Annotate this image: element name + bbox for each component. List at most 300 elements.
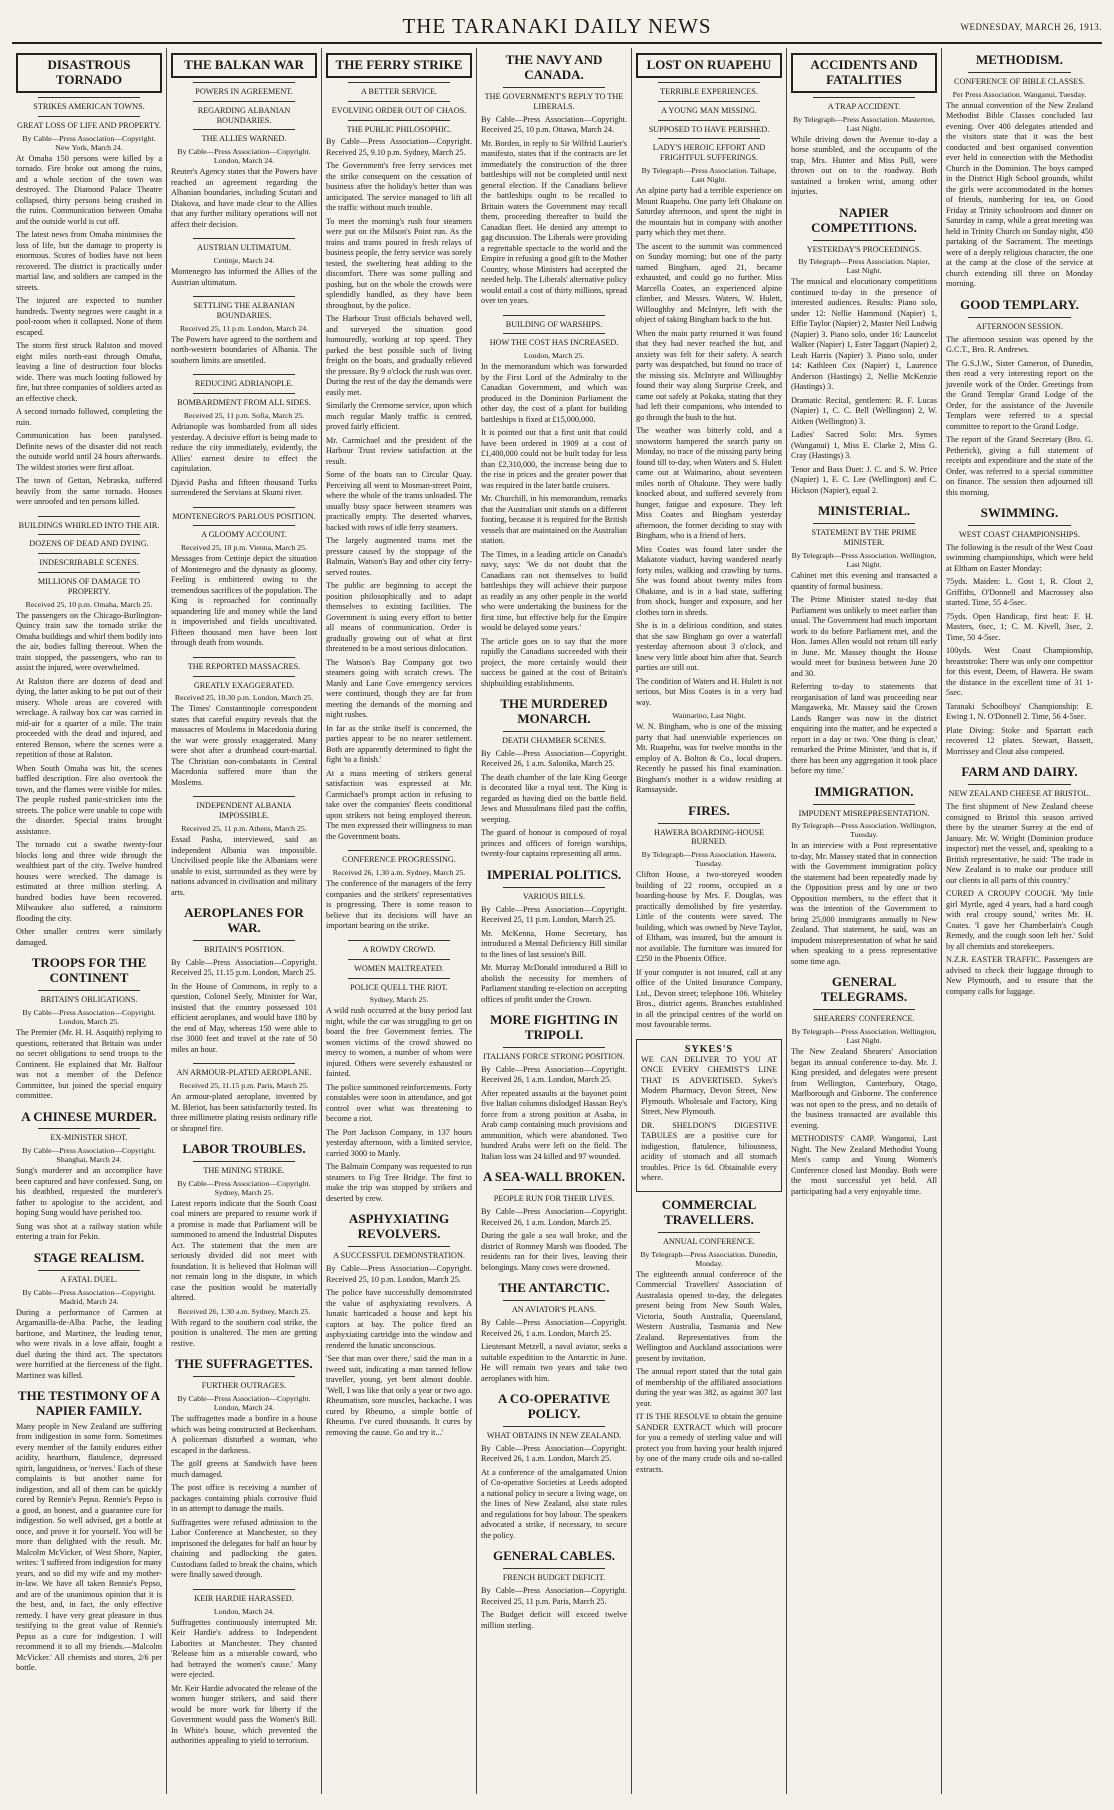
article-paragraph: Sung was shot at a railway station while entering a train for Pekin. (16, 1221, 162, 1242)
article-headline: FIRES. (688, 802, 730, 818)
article-paragraph: With regard to the southern coal strike, the position is unaltered. The men are getting restive. (171, 1317, 317, 1348)
article-paragraph: By Cable—Press Association—Copyright. Received 26, 1 a.m. London, March 25. (481, 1318, 627, 1338)
divider (968, 525, 1071, 526)
article-subheading: INDESCRIBABLE SCENES. (39, 558, 139, 568)
article-paragraph: An armour-plated aeroplane, invented by M. Bleriot, has been satisfactorily tested. Its three millimetre plating resists ordinary rifle or shrapnel fire. (171, 1092, 317, 1133)
dateline: Sydney, March 25. (369, 995, 429, 1005)
article-paragraph: The annual report stated that the total gain of membership of the affiliated associations during the year was 382, as against 307 last year. (636, 1367, 782, 1408)
divider (193, 1161, 295, 1162)
article-headline: THE SUFFRAGETTES. (175, 1356, 313, 1372)
article (791, 206, 937, 497)
article-headline: THE BALKAN WAR (171, 53, 317, 78)
divider (348, 82, 450, 83)
article-paragraph: The public are beginning to accept the position philosophically and to adapt themselves to existing facilities. The Government is using every effort to better all means of communication. Order is gradually growing out of what at first threatened to be a most serious dislocation. (326, 581, 472, 654)
article-headline: A CHINESE MURDER. (21, 1108, 157, 1124)
article-paragraph: By Cable—Press Association—Copyright. Received 25, 10 p.m. Ottawa, March 24. (481, 114, 627, 135)
article-paragraph: Adrianople was bombarded from all sides yesterday. A decisive effort is being made to reduce the city immediately, evidently, the Allies' earnest desire to effect the capitulation. (171, 422, 317, 474)
article-subheading: DOZENS OF DEAD AND DYING. (29, 539, 149, 549)
divider (503, 87, 605, 88)
divider (193, 657, 295, 658)
column-4 (477, 48, 632, 1794)
divider (503, 731, 605, 732)
article-subheading: ANNUAL CONFERENCE. (662, 1236, 756, 1246)
columns-container (12, 48, 1102, 1794)
article-headline: MORE FIGHTING IN TRIPOLI. (490, 1012, 618, 1043)
article-subheading: MONTENEGRO'S PARLOUS POSITION. (172, 511, 316, 521)
article-subheading: BUILDING OF WARSHIPS. (505, 319, 603, 329)
article-subheading: WOMEN MALTREATED. (354, 963, 444, 973)
article (481, 697, 627, 860)
divider (193, 525, 295, 526)
article (171, 53, 317, 230)
dateline: Received 25, 10 p.m. Omaha, March 25. (25, 599, 153, 609)
dateline: Received 25, 10.30 p.m. London, March 25. (174, 693, 314, 703)
article-headline: COMMERCIAL TRAVELLERS. (661, 1196, 757, 1227)
dateline: By Telegraph—Press Association. Wellington, Last Night. (791, 551, 937, 570)
divider (193, 374, 295, 375)
article-paragraph: It is pointed out that a first unit that could have been ordered in 1909 at a cost of £1,400,000 could not be built today for less than £2,310,000, the increase being due to the rise in prices and the greater power that was required in the later battle cruisers. (481, 428, 627, 490)
article-paragraph: Dramatic Recital, gentlemen: R. F. Lucas (Napier) 1, C. C. Bell (Wellington) 2, W. Aitken (Wellington) 3. (791, 395, 937, 426)
article-paragraph: The New Zealand Shearers' Association began its annual conference to-day. Mr. J. King presided, and delegates were present from Wellington, Canterbury, Otago, Marlborough and Gisborne. The conference was not open to the press, and no details of the business transacted are available this evening. (791, 1047, 937, 1130)
article-paragraph: Mr. Borden, in reply to Sir Wilfrid Laurier's manifesto, states that if the contracts are let immediately the construction of the three battleships will not be completed until next general election. If the Canadians believe the battleships ought to be recalled to Britain waters the Government may recall them, proceeding thereafter to build the Canadian fleet. He denied any attempt to gag discussion. The Liberals were providing a regrettable spectacle to the world and the Empire in refusing a good gift to the Mother Country, whose Ministers had accepted the needed help. The Liberals' alternative policy would entail a cost of thirty millions, spread over ten years. (481, 138, 627, 306)
dateline: Received 25, 10 p.m. Vienna, March 25. (180, 543, 308, 553)
divider (658, 138, 760, 139)
article-headline: AEROPLANES FOR WAR. (184, 905, 304, 936)
article-headline: THE TESTIMONY OF A NAPIER FAMILY. (17, 1388, 161, 1418)
column-6 (787, 48, 942, 1794)
article-paragraph: The Budget deficit will exceed twelve million sterling. (481, 1610, 627, 1630)
divider (813, 97, 915, 98)
article-paragraph: A second tornado followed, completing the ruin. (16, 407, 162, 427)
divider (193, 507, 295, 508)
article-paragraph: The musical and elocutionary competitions continued to-day in the presence of interested audiences. Results: Piano solo, under 12: Nellie Hammond (Napier) 1, Effie Taylor (Napier) 2, Master Neil Ludwig (Napier) 3. Piano solo, under 16: Launcelot Walker (Napier) 1, Ester Taggart (Napier) 2, Leah Harris (Napier) 3. Piano solo, under 14: Kathleen Cox (Napier) 1, Laurence Anderson (Hastings) 2, Nellie McKenzie (Hastings) 3. (791, 277, 937, 392)
article-headline: GENERAL CABLES. (492, 1548, 616, 1564)
article (636, 804, 782, 1031)
divider (193, 796, 295, 797)
article-paragraph: By Cable—Press Association—Copyright. Received 26, 1 a.m. London, March 25. (481, 1443, 627, 1464)
article-subheading: NEW ZEALAND CHEESE AT BRISTOL. (948, 789, 1091, 799)
dateline: By Telegraph—Press Association. Hawera, Tuesday. (641, 850, 777, 869)
column-2 (167, 48, 322, 1794)
dateline: By Cable—Press Association—Copyright. Shanghai, March 24. (22, 1146, 156, 1165)
divider (38, 553, 140, 554)
article-paragraph: The Harbour Trust officials behaved well, and surveyed the situation good humouredly, working at top speed. They parked the best possible such of living freight on the boats, and gradually relieved the pressure. By 9 o'clock the rush was over. During the rest of the day the demands were easily met. (326, 314, 472, 397)
article-paragraph: At a mass meeting of strikers general satisfaction was expressed at Mr. Carmichael's prompt action in refusing to take over the companies' fleets conditional upon strikers not being employed thereon. The men expressed their willingness to man the Government boats. (326, 768, 472, 841)
article-headline: ACCIDENTS AND FATALITIES (791, 53, 937, 93)
article-subheading: GREATLY EXAGGERATED. (193, 680, 295, 690)
article (16, 1110, 162, 1243)
divider (193, 940, 295, 941)
article-subheading: THE GOVERNMENT'S REPLY TO THE LIBERALS. (484, 91, 624, 111)
article-subheading: AUSTRIAN ULTIMATUM. (197, 243, 291, 253)
article-paragraph: The tornado cut a swathe twenty-four blocks long and three wide through the wealthiest part of the city. Twelve hundred houses were wrecked. The damage is estimated at three million sterling. A hundred bodies have been recovered. Milwaukee also suffered, a rainstorm flooding the city. (16, 840, 162, 923)
article-subheading: POLICE QUELL THE RIOT. (350, 982, 448, 992)
article-paragraph: To meet the morning's rush four steamers were put on the Milson's Point run. As the trains and trams poured in fresh relays of business people, the ferry service was sorely tested, the sweltering heat adding to the discomfort. There was some pulling and pushing, but on the whole the crowds were splendidly handled, as they have been throughout, by the police. (326, 216, 472, 310)
dateline: London, March 25. (523, 351, 585, 361)
divider (968, 784, 1071, 785)
article-paragraph: By Cable—Press Association—Copyright. Received 26, 1 a.m. Salonika, March 25. (481, 748, 627, 769)
article-paragraph: The condition of Waters and H. Hulett is not serious, but Miss Coates is in a very bad way. (636, 676, 782, 707)
article-subheading: FURTHER OUTRAGES. (201, 1381, 287, 1391)
dateline: Received 25, 11 p.m. Athens, March 25. (181, 824, 307, 834)
dateline: By Telegraph—Press Association. Napier, Last Night. (798, 257, 930, 276)
article-paragraph: The first shipment of New Zealand cheese consigned to Bristol this season arrived there by the steamer Surrey at the end of January. Mr. W. Wright (Dominion produce inspector) met the vessel, and, speaking to a British representative, he said: 'The trade in New Zealand is to make our produce still our clients in all parts of this country.' (946, 802, 1093, 885)
article (946, 765, 1093, 997)
article (791, 53, 937, 198)
article-paragraph: By Cable—Press Association—Copyright. Received 25, 11 p.m. London, March 25. (481, 904, 627, 925)
divider (348, 1246, 450, 1247)
article-paragraph: The post office is receiving a number of packages containing phials corrosive fluid in an attempt to damage the mails. (171, 1483, 317, 1514)
article-headline: METHODISM. (975, 52, 1064, 67)
dateline: By Cable—Press Association—Copyright. London, March 24. (177, 147, 311, 166)
article-paragraph: By Cable—Press Association—Copyright. Received 26, 1 a.m. London, March 25. (481, 1207, 627, 1227)
divider (38, 990, 140, 991)
article-subheading: CONFERENCE OF BIBLE CLASSES. (953, 76, 1086, 86)
article (326, 1212, 472, 1438)
dateline: By Telegraph—Press Association. Dunedin, Monday. (640, 1249, 778, 1268)
divider (38, 572, 140, 573)
article-paragraph: The following is the result of the West Coast swimming championships, which were held at Eltham on Easter Monday: (946, 542, 1093, 573)
divider (193, 1376, 295, 1377)
article-paragraph: METHODISTS' CAMP. Wanganui, Last Night. The New Zealand Methodist Young Men's camp and Young Women's Conference closed last Monday. Both were the most successful yet held. All participating had a very enjoyable time. (791, 1134, 937, 1196)
article-subheading: AFTERNOON SESSION. (976, 321, 1063, 331)
dateline: Per Press Association. Wanganui, Tuesday. (952, 89, 1087, 99)
article-subheading: WEST COAST CHAMPIONSHIPS. (959, 530, 1080, 539)
divider (813, 804, 915, 805)
article-paragraph: The Times' Constantinople correspondent states that careful enquiry reveals that the massacres of Moslems in Macedonia during the war were grossly exaggerated. Many were shot after a drumhead court-martial. The Christian non-combatants in Central Macedonia suffered more than the Moslems. (171, 704, 317, 787)
article-subheading: A TRAP ACCIDENT. (827, 101, 901, 111)
masthead (12, 8, 1102, 44)
article-subheading: AN AVIATOR'S PLANS. (511, 1305, 597, 1315)
article-paragraph: The guard of honour is composed of royal princes and officers of foreign warships, twenty-four captains representing all arms. (481, 828, 627, 859)
divider (38, 97, 140, 98)
article-headline: FARM AND DAIRY. (961, 764, 1078, 780)
dateline: By Cable—Press Association—Copyright. New York, March 24. (22, 133, 156, 152)
article-subheading: EVOLVING ORDER OUT OF CHAOS. (331, 105, 467, 115)
issue-date: WEDNESDAY, MARCH 26, 1913. (960, 22, 1102, 32)
article-paragraph: A wild rush occurred at the busy period last night, while the car was struggling to get on board the free Government ferries. The women victims of the crowd showed no mercy to women, a number of whom were injured. Others were severely exhausted or fainted. (326, 1006, 472, 1079)
article-paragraph: The Premier (Mr. H. H. Asquith) replying to questions, reiterated that Britain was under no secret obligations to send troops to the Continent. He explained that Mr. Balfour was not a member of the Defence Committee, but joined the special enquiry committee. (16, 1028, 162, 1100)
article-paragraph: The Times, in a leading article on Canada's navy, says: 'We do not doubt that the Canadians can not themselves to build battleships they will achieve their purpose as readily as any other people in the world who were undertaking the business for the first time, but effective help for the Empire would be delayed some years.' (481, 549, 627, 633)
dateline: By Telegraph—Press Association. Masterton, Last Night. (792, 114, 936, 133)
article-paragraph: By Cable—Press Association—Copyright. Received 25, 10 p.m. London, March 25. (326, 1264, 472, 1284)
article-headline: GENERAL TELEGRAMS. (820, 974, 908, 1005)
article-paragraph: Similarly the Cremorne service, upon which much regular Manly traffic is centred, proved fairly efficient. (326, 401, 472, 432)
article-subheading: THE MINING STRIKE. (203, 1166, 285, 1176)
article-paragraph: The conference of the managers of the ferry companies and the strikers' representatives is progressing. There is some reason to believe that its decisions will have an important bearing on the strike. (326, 879, 472, 931)
divider (193, 238, 295, 239)
article (326, 53, 472, 842)
article-paragraph: The annual convention of the New Zealand Methodist Bible Classes concluded last evening. Over 400 delegates attended and the visitors state that it was the best conducted and best organised convention ever held in connection with the Methodist Church in the Dominion. The boys camped in the District High School grounds, whilst the girls were accommodated in the homes of friends, numbering for tea, on Good Friday at Trinity schoolroom and dinner on Saturday in camp, while a great meeting was held in Trinity Church on Sunday night, 450 partaking of the Sacrament. The meetings were of a deeply religious character, the one at the camp at the close of the service at church extending till three on Monday morning. (946, 100, 1093, 289)
article-subheading: A BETTER SERVICE. (361, 86, 437, 96)
article-paragraph: Sung's murderer and an accomplice have been captured and have confessed. Sung, on his deathbed, requested the murderer's father to apologise to the accident, and hoping Sung would have perished too. (16, 1166, 162, 1218)
article-subheading: MILLIONS OF DAMAGE TO PROPERTY. (37, 577, 141, 596)
article-headline: STAGE REALISM. (33, 1249, 145, 1265)
article (481, 1170, 627, 1273)
article-paragraph: Taranaki Schoolboys' Championship: E. Ewing 1, N. O'Donnell 2. Time, 56 4-5sec. (946, 701, 1093, 722)
article-paragraph: The article goes on to say that the more rapidly the Canadians succeeded with their project, the more certainly would their success be gained at the cost of Britain's shipbuilding establishments. (481, 636, 627, 688)
article-subheading: FRENCH BUDGET DEFICIT. (502, 1573, 606, 1583)
article-paragraph: Ladies' Sacred Solo: Mrs. Symes (Wanganui) 1, Miss E. Clarke 2, Miss G. Cray (Hastings) 3. (791, 430, 937, 461)
article-subheading: BRITAIN'S OBLIGATIONS. (40, 995, 138, 1005)
article-paragraph: The police summoned reinforcements. Forty constables were soon in attendance, and got control over what was threatening to become a riot. (326, 1082, 472, 1124)
article-paragraph: The golf greens at Sandwich have been much damaged. (171, 1459, 317, 1479)
article-headline: THE NAVY AND CANADA. (505, 52, 603, 82)
article (326, 940, 472, 1205)
divider (658, 823, 760, 824)
article-paragraph: Communication has been paralysed. Definite news of the disaster did not reach the outside world until 24 hours afterwards. The wildest stories were first afloat. (16, 431, 162, 472)
article-paragraph: Suffragettes were refused admission to the Labor Conference at Manchester, so they imprisoned the delegates for half an hour by chaining and padlocking the gates. Custodians failed to break the chains, which were finally sawed through. (171, 1517, 317, 1580)
article-paragraph: At a conference of the amalgamated Union of Co-operative Societies at Leeds adopted a national policy to secure a living wage, on the lines of New Zealand, also state rules and regulations for boy labour. The speakers advocated a strike, if necessary, to secure the policy. (481, 1467, 627, 1540)
article-paragraph: Lieutenant Metzell, a naval aviator, seeks a suitable expedition to the Antarctic in June. He will remain two years and take two aeroplanes with him. (481, 1342, 627, 1383)
article-paragraph: Clifton House, a two-storeyed wooden building of 22 rooms, occupied as a boarding-house by Mrs. F. Douglas, was practically demolished by fire yesterday. Little of the contents were saved. The building, which was owned by Neve Taylor, of Eltham, was insured, but the amount is not available. The furniture was insured for £250 in the Phoenix Office. (636, 870, 782, 964)
article-subheading: SUPPOSED TO HAVE PERISHED. (648, 124, 770, 134)
article-subheading: INDEPENDENT ALBANIA IMPOSSIBLE. (196, 801, 292, 821)
article-paragraph: 'See that man over there,' said the man in a tweed suit, indicating a man tanned fellow traveller, young, yet bent almost double. 'Well, I was like that only a year or two ago. Rheumatism, sore muscles, backache. I was cured by Rheumo, a simple bottle of Rheumo. I've cured thousands. It cures by removing the cause. Go and try it...' (326, 1354, 472, 1437)
article-paragraph: Referring to-day to statements that reorganisation of land was proceeding near Mangaweka, Mr. Massey said the Crown Lands Ranger was now in the district enquiring into the matter, and he expected a report in a day or two. 'One thing is clear,' remarked the Prime Minister, 'and that is, if there has been any aggregation it took place before my time.' (791, 682, 937, 776)
article-paragraph: CURED A CROUPY COUGH. 'My little girl Myrtle, aged 4 years, had a hard cough with real croupy sound,' writes Mr. H. Coates. 'I gave her Chamberlain's Cough Remedy, and the cough soon left her.' Sold by all chemists and storekeepers. (946, 889, 1093, 951)
divider (503, 1300, 605, 1301)
article (946, 53, 1093, 290)
divider (193, 82, 295, 83)
dateline: Received 26, 1.30 a.m. Sydney, March 25. (332, 868, 466, 878)
article-paragraph: The G.S.J.W., Sister Cameron, of Dunedin, then read a very interesting report on the juvenile work of the Order. Greetings from the Grand Templar Grand Lodge of the Order, for the assistance of the Juvenile Templars were referred to a special committee to report to the Grand Lodge. (946, 358, 1093, 431)
article-paragraph: Mr. Murray McDonald introduced a Bill to abolish the necessity for members of Parliament standing re-election on accepting offices of profit under the Crown. (481, 963, 627, 1004)
article (481, 315, 627, 690)
dateline: By Cable—Press Association—Copyright. London, March 25. (22, 1008, 156, 1026)
article-paragraph: Latest reports indicate that the South Coast coal miners are prepared to resume work if a promise is made that Parliament will be summoned to amend the Industrial Disputes Act. The statement that the men are seriously divided did not meet with foundation. It is believed that Holman will not remain long in the dispute, in which case the position would be materially altered. (171, 1198, 317, 1303)
article-subheading: GREAT LOSS OF LIFE AND PROPERTY. (17, 120, 161, 130)
article-paragraph: After repeated assaults at the bayonet point five Italian columns dislodged Hassan Bey's force from a strong position at Asaba, in Arab camp containing much provisions and ammunition, which were abandoned. Two hundred Arabs were left on the field. The Italian loss was 24 killed and 97 wounded. (481, 1088, 627, 1161)
article-paragraph: The Government's free ferry services met the strike consequent on the cessation of business after the holiday's better than was anticipated. The service managed to lift all the traffic without much trouble. (326, 161, 472, 213)
article-subheading: BUILDINGS WHIRLED INTO THE AIR. (18, 520, 160, 530)
article-paragraph: Suffragettes continuously interrupted Mr. Keir Hardie's address to Independent Laborites at Manchester. They chanted 'Release him as a miserable coward, who had betrayed the women's cause.' Many were ejected. (171, 1617, 317, 1680)
article-paragraph: Mr. Keir Hardie advocated the release of the women hunger strikers, and said there would be more work for liberty if the Government would pass the Women's Bill. In White's house, which prevented the authorities appealing to yield to terrorism. (171, 1683, 317, 1746)
divider (193, 676, 295, 677)
article-subheading: HOW THE COST HAS INCREASED. (489, 338, 619, 348)
article-headline: A CO-OPERATIVE POLICY. (497, 1391, 611, 1421)
article-paragraph: IT IS THE RESOLVE to obtain the genuine SANDER EXTRACT which will procure for you a remedy of sterling value and will protect you from having your health injured by one of the many crude oils and so-called extracts. (636, 1412, 782, 1474)
article (171, 507, 317, 649)
article-headline: TROOPS FOR THE CONTINENT (31, 955, 147, 986)
article-paragraph: Miss Coates was found later under the Makatote viaduct, having wandered nearly forty miles, walking and crawling by turns. She was found about twenty miles from Ohakune, and is in a bad state, suffering from shock, hunger and exposure, and her clothes torn in shreds. (636, 544, 782, 617)
divider (968, 72, 1071, 73)
article-paragraph: When South Omaha was hit, the scenes baffled description. Fire also overtook the town, and the flames were visible for miles. The people rushed panic-stricken into the streets. The police were unable to cope with the disorder. Special trains brought assistance. (16, 763, 162, 836)
article-paragraph: In the House of Commons, in reply to a question, Colonel Seely, Minister for War, insisted that the country possessed 101 efficient aeroplanes, and would have 180 by the end of May, whereas 150 were able to rise 3000 feet and travel at the rate of 50 miles an hour. (171, 981, 317, 1054)
article-paragraph: Messages from Cettinje depict the situation of Montenegro and the dynasty as gloomy. Feeling is embittered owing to the tremendous sacrifices of the population. The King is reproached for continually squandering life and money while the land is impoverished and fields uncultivated. Fifteen thousand men have been lost through death from wounds. (171, 554, 317, 648)
divider (813, 1009, 915, 1010)
article-paragraph: The Port Jackson Company, in 137 hours yesterday afternoon, with a limited service, carried 3000 to Manly. (326, 1127, 472, 1158)
divider (503, 1426, 605, 1427)
column-3 (322, 48, 477, 1794)
article-subheading: IMPUDENT MISREPRESENTATION. (798, 808, 930, 818)
article (481, 868, 627, 1005)
article-subheading: YESTERDAY'S PROCEEDINGS. (806, 244, 922, 254)
article-subheading: A FATAL DUEL. (60, 1274, 118, 1284)
dateline: Received 26, 1.30 a.m. Sydney, March 25. (177, 1306, 311, 1316)
article (16, 516, 162, 949)
article-paragraph: In an interview with a Post representative to-day, Mr. Massey stated that in connection with the Government immigration policy the statement had been repeatedly made by the Opposition press and by one or two Opposition members, to the effect that it was the intention of the Government to bring 25,000 immigrants annually to New Zealand. That statement, he said, was an impudent misrepresentation of what he said when speaking to a press representative some time ago. (791, 841, 937, 966)
article-subheading: THE PUBLIC PHILOSOPHIC. (346, 124, 452, 134)
article-paragraph: By Cable—Press Association—Copyright. Received 25, 11.15 p.m. London, March 25. (171, 957, 317, 978)
divider (813, 523, 915, 524)
article-paragraph: Plate Diving: Stoke and Sparratt each recovered 12 plates. Stewart, Bassett, Morrissey and Clout also competed. (946, 725, 1093, 756)
article-headline: ASPHYXIATING REVOLVERS. (348, 1211, 450, 1242)
divider (38, 116, 140, 117)
divider (38, 534, 140, 535)
article (791, 504, 937, 776)
article-subheading: POWERS IN AGREEMENT. (195, 86, 293, 96)
article (171, 296, 317, 366)
article-paragraph: While driving down the Avenue to-day a horse stumbled, and the occupants of the trap, Mrs. Hunter and Miss Pull, were thrown out on to the roadway. Both sustained a broken wrist, among other injuries. (791, 134, 937, 197)
article-headline: NAPIER COMPETITIONS. (811, 204, 917, 235)
divider (38, 516, 140, 517)
article-paragraph: Djavid Pasha and fifteen thousand Turks surrendered the Servians at Skumi river. (171, 477, 317, 498)
article-headline: MINISTERIAL. (817, 503, 911, 519)
article-paragraph: The afternoon session was opened by the G.C.T., Bro. R. Andrews. (946, 334, 1093, 355)
article (171, 1063, 317, 1134)
divider (503, 1568, 605, 1569)
column-1 (12, 48, 167, 1794)
article-headline: THE MURDERED MONARCH. (500, 696, 608, 727)
article-paragraph: Mr. Carmichael and the president of the Harbour Trust review satisfaction at the result. (326, 435, 472, 466)
article-paragraph: The death chamber of the late King George is decorated like a royal tent. The King is regarded as having died on the battle field. Jews and Mussulmans filed past the coffin, weeping. (481, 772, 627, 824)
article-headline: THE FERRY STRIKE (326, 53, 472, 78)
article-subheading: A SUCCESSFUL DEMONSTRATION. (333, 1251, 465, 1261)
article-paragraph: When the main party returned it was found that they had never reached the hut, and anxiety was felt for their safety. A search party was despatched, but found no trace of the missing six. McIntyre and Willoughby found their way along Surprise Creek, and came out safely at Pokaka, stating that they had left their companions, who intended to go through the bush to the hut. (636, 328, 782, 422)
article-subheading: THE ALLIES WARNED. (201, 134, 287, 144)
article-subheading: BRITAIN'S POSITION. (204, 944, 284, 954)
article-headline: LOST ON RUAPEHU (636, 53, 782, 78)
article-paragraph: Mr. Churchill, in his memorandum, remarks that the Australian unit stands on a different footing, because it is required for the British vessels that are maintained on the Australian station. (481, 494, 627, 546)
article-headline: LABOR TROUBLES. (182, 1141, 306, 1157)
article-subheading: BOMBARDMENT FROM ALL SIDES. (177, 398, 311, 408)
divider (193, 296, 295, 297)
article-headline: IMPERIAL POLITICS. (486, 866, 622, 882)
article (171, 238, 317, 288)
article (481, 1013, 627, 1162)
article-paragraph: During a performance of Carmen at Argamasilla-de-Alba Pache, the leading baritone, and Martinez, the leading tenor, who were rivals in a love affair, fought a duel during the third act. The spectators were horrified at the fierceness of the fight. Martinez was killed. (16, 1307, 162, 1380)
article-paragraph: The police have successfully demonstrated the value of asphyxiating revolvers. A lunatic barricaded a house and kept his captors at bay. The police fired an asphyxiating cartridge into the window and rendered the lunatic unconscious. (326, 1288, 472, 1350)
article-paragraph: She is in a delirious condition, and states that she saw Bingham go over a waterfall yesterday afternoon about 3 o'clock, and knew very little about him after that. Search parties are still out. (636, 621, 782, 673)
divider (503, 887, 605, 888)
article-paragraph: By Cable—Press Association—Copyright. Received 25, 9.10 p.m. Sydney, March 25. (326, 137, 472, 157)
article-subheading: EX-MINISTER SHOT. (50, 1133, 128, 1143)
newspaper-page (12, 8, 1102, 1794)
article-subheading: VARIOUS BILLS. (522, 891, 586, 901)
divider (968, 317, 1071, 318)
article-paragraph: At Ralston there are dozens of dead and dying, the latter asking to be put out of their misery. Whole areas are covered with wreckage. A railway box car was carried in mid-air for a quarter of a mile. The train proceeded with the dead and injured, and entered Benson, where the scenes were a repetition of those at Ralston. (16, 676, 162, 760)
article-paragraph: The ascent to the summit was commenced on Sunday morning; but one of the party named Bingham, aged 21, became exhausted, and could go no further. Miss Marcella Coates, an experienced alpine climber, and Messrs. Waters, W. Hulett, Willoughby and McIntyre, left with the object of taking Bingham back to the hut. (636, 241, 782, 325)
article-paragraph: If your computer is not insured, call at any office of the United Insurance Company, Ltd., Devon street; telephone 106. Whiteley Bros., district agents. Branches established in all the principal centres of the world on most favourable terms. (636, 967, 782, 1030)
article (946, 298, 1093, 498)
article (171, 906, 317, 1055)
article-paragraph: Reuter's Agency states that the Powers have reached an agreement regarding the Albanian boundaries, including Scutari and Diakova, and have made clear to the Allies that any further military operations will not affect their decision. (171, 167, 317, 229)
column-7 (942, 48, 1097, 1794)
article-paragraph: The town of Gettan, Nebraska, suffered heavily from the same tornado. Houses were unroofed and ten persons killed. (16, 476, 162, 507)
article (326, 850, 472, 931)
dateline: Waimarino, Last Night. (672, 711, 746, 721)
dateline: By Cable—Press Association—Copyright. Madrid, March 24. (22, 1287, 156, 1306)
divider (348, 120, 450, 121)
article (171, 796, 317, 898)
article (946, 506, 1093, 757)
article-paragraph: By Cable—Press Association—Copyright. Received 25, 11 p.m. Paris, March 25. (481, 1586, 627, 1606)
article-subheading: A GLOOMY ACCOUNT. (201, 530, 287, 540)
article (636, 1198, 782, 1475)
article-headline: SWIMMING. (980, 505, 1059, 521)
divider (193, 1063, 295, 1064)
article-paragraph: Other smaller centres were similarly damaged. (16, 927, 162, 947)
article (171, 1142, 317, 1349)
column-5 (632, 48, 787, 1794)
article-subheading: HAWERA BOARDING-HOUSE BURNED. (653, 827, 765, 847)
divider (813, 240, 915, 241)
divider (658, 101, 760, 102)
divider (503, 1189, 605, 1190)
ad-text: WE CAN DELIVER TO YOU AT ONCE EVERY CHEMIST'S LINE THAT IS ADVERTISED. Sykes's Modern Pharmacy, Devon Street, New Plymouth. Wholesale and Factory, King Street, New Plymouth. (641, 1054, 777, 1117)
divider (348, 940, 450, 941)
article-paragraph: In the memorandum which was forwarded by the First Lord of the Admiralty to the Canadian Government, and which was produced in the Dominion Parliament the other day, the cost of a plant for building battleships is fixed at £15,000,000. (481, 362, 627, 424)
divider (348, 978, 450, 979)
divider (38, 1128, 140, 1129)
dateline: By Telegraph—Press Association. Wellington, Tuesday. (791, 821, 937, 840)
article (16, 1389, 162, 1674)
article-paragraph: The eighteenth annual conference of the Commercial Travellers' Association of Australasia opened to-day, the delegates present being from New South Wales, Victoria, South Australia, Queensland, Western Australia, Tasmania and New Zealand. Representatives from the Wellington and Auckland associations were present by invitation. (636, 1269, 782, 1363)
divider (503, 333, 605, 334)
ad-title: SYKES'S (684, 1043, 734, 1055)
dateline: Received 25, 11 p.m. London, March 24. (179, 323, 309, 333)
dateline: London, March 24. (213, 1606, 275, 1616)
article (791, 785, 937, 968)
article-paragraph: The passengers on the Chicago-Burlington-Quincy train saw the tornado strike the Omaha buildings and whirl them bodily into the air, bodies falling thereout. When the train stopped, the passengers, who ran to assist the injured, were overwhelmed. (16, 610, 162, 673)
article (481, 53, 627, 307)
article-paragraph: The injured are expected to number hundreds. Twenty negroes were caught in a pool-room when it collapsed. None of them escaped. (16, 296, 162, 337)
article-headline: THE ANTARCTIC. (498, 1280, 610, 1296)
article-paragraph: Some of the boats ran to Circular Quay. Perceiving all went to Mosman-street Point, where the whole of the trams unloaded. The usually busy space between steamers was practically empty. The deserted wharves, backed with rows of idle ferry steamers. (326, 470, 472, 532)
article-headline: GOOD TEMPLARY. (960, 296, 1079, 312)
article-paragraph: 75yds. Open Handicap, first heat: F. H. Masters, 6sec, 1; C. M. Kivell, 3sec, 2. Time, 50 4-5sec. (946, 611, 1093, 642)
article-subheading: A ROWDY CROWD. (362, 944, 436, 954)
divider (348, 101, 450, 102)
article (16, 1251, 162, 1381)
divider (193, 101, 295, 102)
divider (658, 120, 760, 121)
article-paragraph: In far as the strike itself is concerned, the parties appear to be no nearer settlement. Both are apparently determined to fight the fight 'to a finish.' (326, 723, 472, 765)
divider (348, 959, 450, 960)
article (481, 1281, 627, 1384)
article-paragraph: Essad Pasha, interviewed, said an independent Albania was impossible. Uncivilised people like the Albanians were unable to exist, surrounded as they were by nations advanced in civilisation and military arts. (171, 835, 317, 897)
article-paragraph: The Prime Minister stated to-day that Parliament was unlikely to meet earlier than usual. The Government had much important work to do before Parliament met, and the Hon. James Allen would not return till early in June. Mr. Massey thought the House would meet for business between June 20 and 30. (791, 595, 937, 678)
article-headline: IMMIGRATION. (814, 783, 914, 799)
divider (658, 82, 760, 83)
divider (193, 393, 295, 394)
ad-text: DR. SHELDON'S DIGESTIVE TABULES are a positive cure for indigestion, flatulence, biliousness, acidity of stomach and all stomach troubles. Price 1s 6d. Obtainable every where. (641, 1120, 777, 1183)
article-subheading: LADY'S HEROIC EFFORT AND FRIGHTFUL SUFFERINGS. (652, 143, 766, 163)
divider (503, 315, 605, 316)
article-paragraph: The storm first struck Ralston and moved eight miles north-east through Omaha, leaving a line of destruction four blocks wide. There was much looting followed by fire, but three companies of soldiers acted as an effective check. (16, 341, 162, 403)
article-paragraph: The Powers have agreed to the northern and north-western boundaries of Albania. The southern limits are unsettled. (171, 334, 317, 365)
article (791, 975, 937, 1197)
article-subheading: STATEMENT BY THE PRIME MINISTER. (811, 528, 917, 548)
article-paragraph: Montenegro has informed the Allies of the Austrian ultimatum. (171, 267, 317, 287)
article-paragraph: The report of the Grand Secretary (Bro. G. Petherick), giving a full statement of receipts and expenditure and the state of the Order, was referred to a special committee on finance. The session then adjourned till this morning. (946, 435, 1093, 497)
article-headline: A SEA-WALL BROKEN. (483, 1169, 625, 1185)
article-subheading: A YOUNG MAN MISSING. (661, 105, 757, 115)
article-paragraph: 75yds. Maiden: L. Gost 1, R. Clout 2, Griffiths, O'Donnell and Macrossey also started. Time, 55 4-5sec. (946, 577, 1093, 608)
dateline: By Cable—Press Association—Copyright. London, March 24. (177, 1394, 311, 1413)
divider (348, 850, 450, 851)
